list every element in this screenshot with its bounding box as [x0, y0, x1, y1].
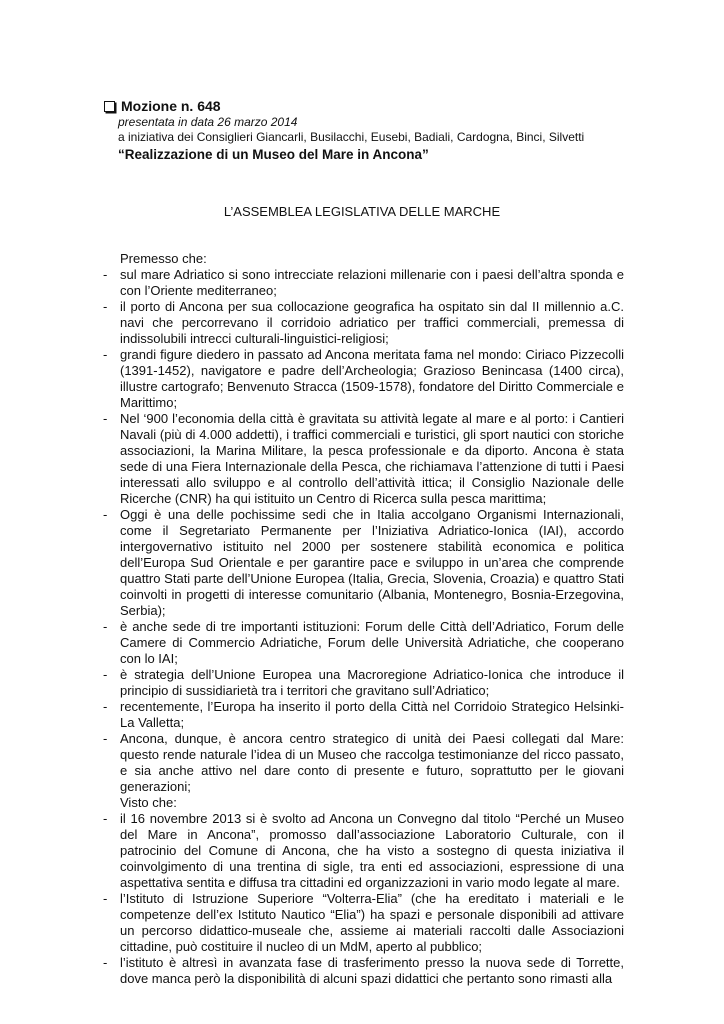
list-item: - il 16 novembre 2013 si è svolto ad Ancona un Convegno dal titolo “Perché un Museo del Mare in Ancona”, promosso dall’associazione Laboratorio Culturale, con il patrocinio del Comune di Ancona, che ha visto a sostegno di questa iniziativa il coinvolgimento di una trentina di sigle, tra enti ed associazioni, espressione di una aspettativa sentita e diffusa tra cittadini ed organizzazioni in vario modo legate al mare. [103, 811, 624, 890]
presentation-date: presentata in data 26 marzo 2014 [118, 115, 298, 129]
assembly-heading: L’ASSEMBLEA LEGISLATIVA DELLE MARCHE [223, 204, 501, 219]
list-item: - grandi figure diedero in passato ad Ancona meritata fama nel mondo: Ciriaco Pizzecolli (1391-1452), navigatore e padre dell’Archeologia; Grazioso Benincasa (1400 circa), illustre cartografo; Benvenuto Stracca (1509-1578), fondatore del Diritto Commerciale e Marittimo; [103, 347, 624, 410]
list-item: - Nel ‘900 l’economia della città è gravitata su attività legate al mare e al porto: i Cantieri Navali (più di 4.000 addetti), i traffici commerciali e turistici, gli sport nautici con storiche associazioni, la Marina Militare, la pesca professionale e da diporto. Ancona è stata sede di una Fiera Internazionale della Pesca, che richiamava l’attenzione di tutti i Paesi interessati allo sviluppo e al controllo dell’attività ittica; il Consiglio Nazionale delle Ricerche (CNR) ha qui istituito un Centro di Ricerca sulla pesca marittima; [103, 411, 624, 506]
list-item: - Ancona, dunque, è ancora centro strategico di unità dei Paesi collegati dal Mare: questo rende naturale l’idea di un Museo che raccolga testimonianze del ricco passato, e sia anche attivo nel dare conto di presente e futuro, soprattutto per le giovani generazioni; [103, 731, 624, 794]
bullet-dash: - [103, 347, 108, 362]
motion-header [103, 98, 633, 163]
list-item: - l’Istituto di Istruzione Superiore “Volterra-Elia” (che ha ereditato i materiali e le competenze dell’ex Istituto Nautico “Elia”) ha spazi e personale disponibili ad attivare un percorso didattico-museale che, assieme ai materiali raccolti dalle Associazioni cittadine, può costituire il nucleo di un MdM, aperto al pubblico; [103, 891, 624, 954]
premesso-heading: Premesso che: [120, 251, 207, 266]
bullet-dash: - [103, 811, 108, 826]
bullet-dash: - [103, 667, 108, 682]
bullet-dash: - [103, 955, 108, 970]
motion-number: Mozione n. 648 [121, 98, 221, 114]
list-item: - recentemente, l’Europa ha inserito il porto della Città nel Corridoio Strategico Helsinki-La Valletta; [103, 699, 624, 730]
visto-heading: Visto che: [120, 795, 177, 810]
bullet-dash: - [103, 507, 108, 522]
list-item: - l’istituto è altresì in avanzata fase di trasferimento presso la nuova sede di Torrette, dove manca però la disponibilità di alcuni spazi didattici che pertanto sono rimasti alla [103, 955, 624, 986]
list-item: - Oggi è una delle pochissime sedi che in Italia accolgano Organismi Internazionali, come il Segretariato Permanente per l’Iniziativa Adriatico-Ionica (IAI), accordo intergovernativo istituito nel 2000 per sostenere stabilità economica e politica dell’Europa Sud Orientale e per garantire pace e sviluppo in un’area che comprende quattro Stati parte dell’Unione Europea (Italia, Grecia, Slovenia, Croazia) e quattro Stati coinvolti in progetti di interesse comunitario (Albania, Montenegro, Bosnia-Erzegovina, Serbia); [103, 507, 624, 618]
bullet-dash: - [103, 411, 108, 426]
bullet-dash: - [103, 619, 108, 634]
bullet-dash: - [103, 891, 108, 906]
list-item: - sul mare Adriatico si sono intrecciate relazioni millenarie con i paesi dell’altra sponda e con l’Oriente mediterraneo; [103, 267, 624, 298]
list-item: - è strategia dell’Unione Europea una Macroregione Adriatico-Ionica che introduce il principio di sussidiarietà tra i territori che gravitano sull’Adriatico; [103, 667, 624, 698]
bullet-dash: - [103, 267, 108, 282]
bullet-dash: - [103, 699, 108, 714]
list-item: - è anche sede di tre importanti istituzioni: Forum delle Città dell’Adriatico, Forum delle Camere di Commercio Adriatiche, Forum delle Università Adriatiche, che cooperano con lo IAI; [103, 619, 624, 666]
motion-number-line [103, 98, 633, 115]
list-item: - il porto di Ancona per sua collocazione geografica ha ospitato sin dal II millennio a.C. navi che percorrevano il corridoio adriatico per traffici commerciali, premessa di indissolubili intrecci culturali-linguistici-religiosi; [103, 299, 624, 346]
bullet-dash: - [103, 731, 108, 746]
bullet-dash: - [103, 299, 108, 314]
motion-title: “Realizzazione di un Museo del Mare in Ancona” [118, 147, 429, 162]
checkbox-icon [104, 101, 115, 112]
initiative-authors: a iniziativa dei Consiglieri Giancarli, Busilacchi, Eusebi, Badiali, Cardogna, Binci, Silvetti [118, 130, 585, 144]
motion-body [103, 251, 624, 987]
